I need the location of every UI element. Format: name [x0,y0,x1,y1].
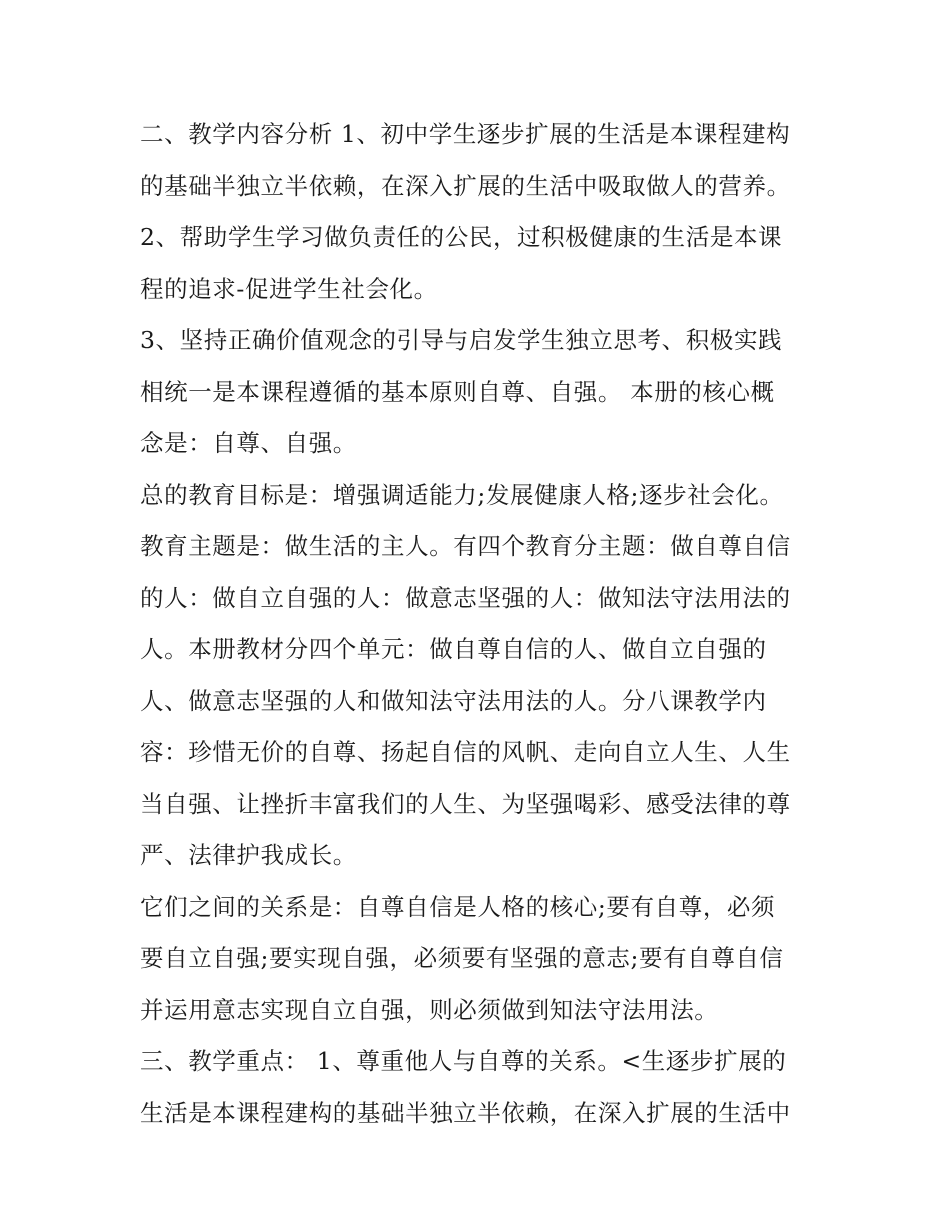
paragraph-teaching-focus [140,1036,820,1139]
paragraph-relationships [140,882,820,1037]
text-line: 生活是本课程建构的基础半独立半依赖，在深入扩展的生活中 [140,1098,791,1127]
text-line: 的人：做自立自强的人：做意志坚强的人：做知法守法用法的 [140,583,791,612]
text-line: 当自强、让挫折丰富我们的人生、为坚强喝彩、感受法律的尊 [140,789,791,818]
text-line: 2、帮助学生学习做负责任的公民，过积极健康的生活是本课 [140,223,783,251]
paragraph-core-concept [140,315,820,470]
text-line: 要自立自强;要实现自强，必须要有坚强的意志;要有自尊自信 [140,944,784,972]
text-line: 容：珍惜无价的自尊、扬起自信的风帆、走向自立人生、人生 [140,738,791,766]
text-line: 它们之间的关系是：自尊自信是人格的核心;要有自尊，必须 [140,892,776,921]
document-body [140,109,820,1139]
text-line: 相统一是本课程遵循的基本原则自尊、自强。 本册的核心概 [140,377,775,406]
text-line: 3、坚持正确价值观念的引导与启发学生独立思考、积极实践 [140,326,783,354]
paragraph-education-theme [140,521,820,882]
text-line: 教育主题是：做生活的主人。有四个教育分主题：做自尊自信 [140,532,791,560]
text-line: 人。本册教材分四个单元：做自尊自信的人、做自立自强的 [140,635,767,663]
paragraph-education-goal [140,470,820,522]
text-line: 二、教学内容分析 1、初中学生逐步扩展的生活是本课程建构 [140,120,791,148]
text-line: 总的教育目标是：增强调适能力;发展健康人格;逐步社会化。 [140,480,784,509]
text-line: 三、教学重点： 1、尊重他人与自尊的关系。<生逐步扩展的 [140,1047,787,1075]
paragraph-teaching-content-analysis [140,109,820,212]
text-line: 人、做意志坚强的人和做知法守法用法的人。分八课教学内 [140,686,767,715]
paragraph-responsible-citizen [140,212,820,315]
text-line: 并运用意志实现自立自强，则必须做到知法守法用法。 [140,995,719,1024]
text-line: 念是：自尊、自强。 [140,429,357,457]
text-line: 程的追求-促进学生社会化。 [140,274,438,303]
text-line: 严、法律护我成长。 [140,841,357,869]
text-line: 的基础半独立半依赖，在深入扩展的生活中吸取做人的营养。 [140,171,791,200]
